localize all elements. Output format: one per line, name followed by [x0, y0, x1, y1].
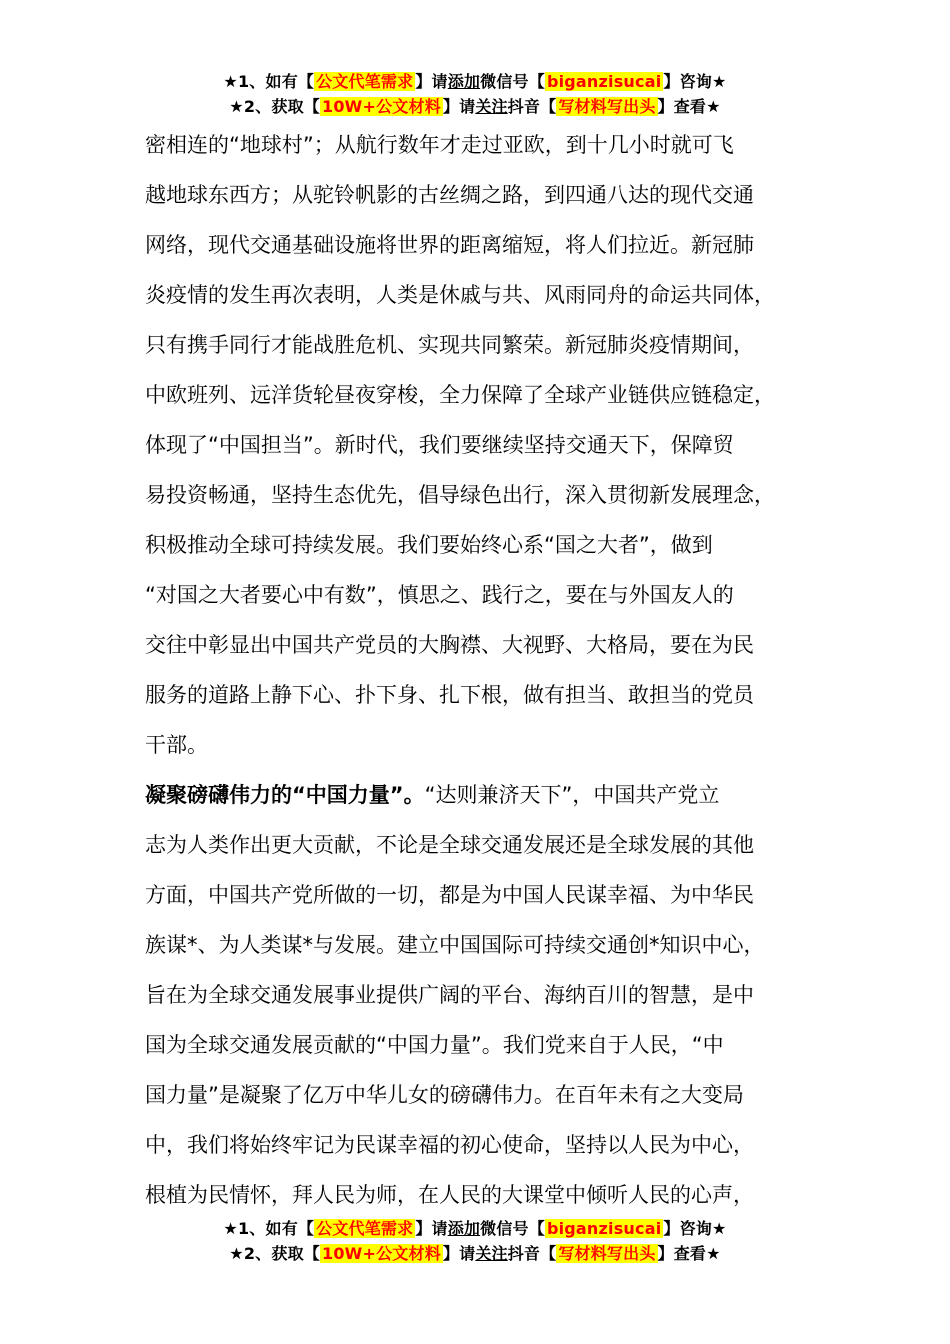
text-line: 旨在为全球交通发展事业提供广阔的平台、海纳百川的智慧，是中	[145, 983, 754, 1007]
text-line: 根植为民情怀，拜人民为师，在人民的大课堂中倾听人民的心声，	[145, 1183, 754, 1207]
text-line: 体现了“中国担当”。新时代，我们要继续坚持交通天下，保障贸	[145, 433, 734, 457]
text-line: 网络，现代交通基础设施将世界的距离缩短，将人们拉近。新冠肺	[145, 233, 754, 257]
banner-text: 】请	[442, 97, 476, 116]
text-line: 族谋*、为人类谋*与发展。建立中国国际可持续交通创*知识中心，	[145, 933, 765, 957]
text-line: 中，我们将始终牢记为民谋幸福的初心使命，坚持以人民为中心，	[145, 1133, 754, 1157]
banner-text: 微信号【	[480, 72, 545, 91]
banner-line-2	[0, 1242, 950, 1267]
banner-text: 】查看★	[657, 97, 721, 116]
text-line: 积极推动全球可持续发展。我们要始终心系“国之大者”，做到	[145, 533, 713, 557]
text-line: 方面，中国共产党所做的一切，都是为中国人民谋幸福、为中华民	[145, 883, 754, 907]
banner-highlight: 公文代笔需求	[316, 1219, 414, 1238]
banner-line-2	[0, 95, 950, 120]
banner-underlined-text: 关注	[475, 1244, 508, 1263]
banner-text: 】咨询★	[663, 72, 727, 91]
banner-line-1	[0, 1217, 950, 1242]
text-line: 国力量”是凝聚了亿万中华儿女的磅礴伟力。在百年未有之大变局	[145, 1083, 744, 1107]
paragraph-heading: 凝聚磅礴伟力的“中国力量”。	[145, 783, 425, 807]
banner-text: 】请	[415, 1219, 448, 1238]
text-line: 中欧班列、远洋货轮昼夜穿梭，全力保障了全球产业链供应链稳定，	[145, 383, 775, 407]
banner-highlight: 10W+公文材料	[321, 1244, 441, 1263]
banner-underlined-text: 添加	[447, 1219, 481, 1238]
text-line: 志为人类作出更大贡献，不论是全球交通发展还是全球发展的其他	[145, 833, 754, 857]
footer-banner	[0, 1217, 950, 1267]
header-banner	[0, 70, 950, 120]
paragraph-heading-line	[145, 770, 835, 820]
banner-text: 】请	[442, 1244, 476, 1263]
text-line: 只有携手同行才能战胜危机、实现共同繁荣。新冠肺炎疫情期间，	[145, 333, 754, 357]
banner-underlined-text: 添加	[447, 72, 481, 91]
banner-text: 】请	[415, 72, 448, 91]
banner-underlined-text: 关注	[475, 97, 508, 116]
banner-text: 微信号【	[480, 1219, 545, 1238]
text-line: 易投资畅通，坚持生态优先，倡导绿色出行，深入贯彻新发展理念，	[145, 483, 775, 507]
banner-text: 】咨询★	[663, 1219, 727, 1238]
text-line: 服务的道路上静下心、扑下身、扎下根，做有担当、敢担当的党员	[145, 683, 754, 707]
banner-text: ★2、获取【	[229, 1244, 320, 1263]
text-line: 交往中彰显出中国共产党员的大胸襟、大视野、大格局，要在为民	[145, 633, 754, 657]
text-line: 干部。	[145, 733, 208, 757]
banner-text: 】查看★	[657, 1244, 721, 1263]
banner-text: ★2、获取【	[229, 97, 320, 116]
text-line: 国为全球交通发展贡献的“中国力量”。我们党来自于人民，“中	[145, 1033, 724, 1057]
document-body	[145, 120, 835, 1220]
banner-text: 抖音【	[507, 97, 557, 116]
text-line: “对国之大者要心中有数”，慎思之、践行之，要在与外国友人的	[145, 583, 734, 607]
banner-highlight: biganzisucai	[546, 72, 662, 91]
banner-highlight: 写材料写出头	[558, 1244, 656, 1263]
banner-text: 抖音【	[507, 1244, 557, 1263]
text-line: 炎疫情的发生再次表明，人类是休戚与共、风雨同舟的命运共同体，	[145, 283, 775, 307]
text-span: “达则兼济天下”，中国共产党立	[424, 783, 720, 807]
banner-line-1	[0, 70, 950, 95]
banner-highlight: biganzisucai	[546, 1219, 662, 1238]
banner-text: ★1、如有【	[223, 1219, 315, 1238]
banner-text: ★1、如有【	[223, 72, 315, 91]
text-line: 密相连的“地球村”；从航行数年才走过亚欧，到十几小时就可飞	[145, 133, 734, 157]
banner-highlight: 公文代笔需求	[316, 72, 414, 91]
text-line: 越地球东西方；从驼铃帆影的古丝绸之路，到四通八达的现代交通	[145, 183, 754, 207]
banner-highlight: 10W+公文材料	[321, 97, 441, 116]
banner-highlight: 写材料写出头	[558, 97, 656, 116]
